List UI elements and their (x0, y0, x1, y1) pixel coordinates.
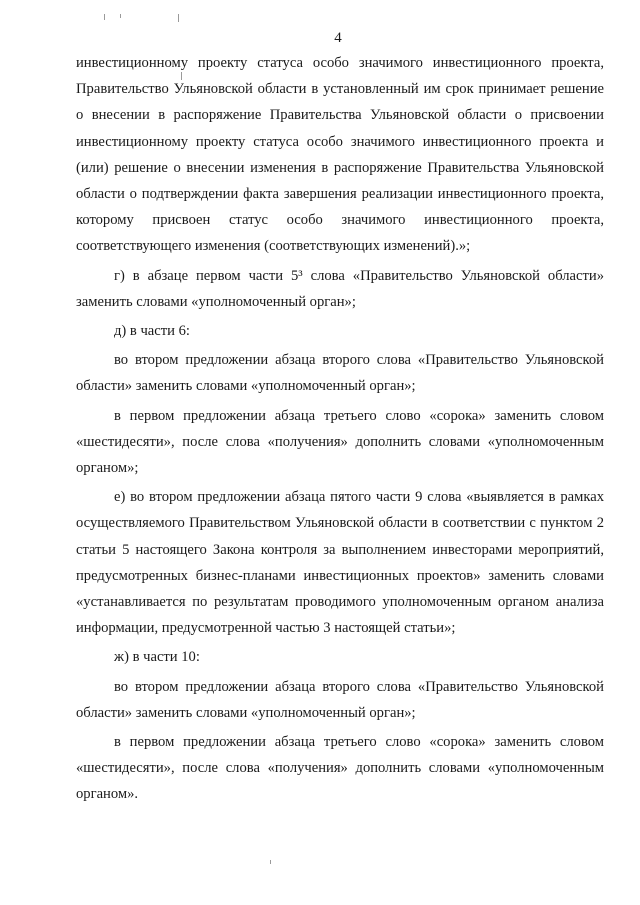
paragraph-item-g: г) в абзаце первом части 5³ слова «Правительство Ульяновской области» заменить словами «уполномоченный орган»; (76, 267, 604, 310)
paragraph-item-d-1: во втором предложении абзаца второго слова «Правительство Ульяновской области» заменить словами «уполномоченный орган»; (76, 352, 604, 395)
scan-artifact (178, 14, 179, 22)
paragraph-item-d-2: в первом предложении абзаца третьего слово «сорока» заменить словом «шестидесяти», после слова «получения» дополнить словами «уполномоченным органом»; (76, 407, 604, 477)
paragraph-item-zh: ж) в части 10: (114, 649, 200, 666)
paragraph-item-zh-1: во втором предложении абзаца второго слова «Правительство Ульяновской области» заменить словами «уполномоченный орган»; (76, 678, 604, 721)
scan-artifact (120, 14, 121, 18)
paragraph-item-d: д) в части 6: (114, 323, 190, 340)
paragraph-item-zh-2: в первом предложении абзаца третьего слово «сорока» заменить словом «шестидесяти», после слова «получения» дополнить словами «уполномоченным органом». (76, 734, 604, 803)
document-body (76, 50, 604, 808)
page-number: 4 (334, 30, 342, 46)
scan-artifact (104, 14, 105, 20)
scan-artifact (270, 860, 271, 864)
paragraph-continuation: инвестиционному проекту статуса особо значимого инвестиционного проекта, Правительство Ульяновской области в установленный им срок принимает решение о внесении в распоряжение Правительства Ульяновской области о присвоении инвестиционному проекту статуса особо значимого инвестиционного проекта и (или) решение о внесении изменения в распоряжение Правительства Ульяновской области о подтверждении факта завершения реализации инвестиционного проекта, которому присвоен статус особо значимого инвестиционного проекта, соответствующего изменения (соответствующих изменений).»; (76, 55, 604, 255)
paragraph-item-e: е) во втором предложении абзаца пятого части 9 слова «выявляется в рамках осуществляемого Правительством Ульяновской области в соответствии с пунктом 2 статьи 5 настоящего Закона контроля за выполнением инвесторами мероприятий, предусмотренных бизнес-планами инвестиционных проектов» заменить словами «устанавливается по результатам проводимого уполномоченным органом анализа информации, предусмотренной частью 3 настоящей статьи»; (76, 489, 604, 637)
